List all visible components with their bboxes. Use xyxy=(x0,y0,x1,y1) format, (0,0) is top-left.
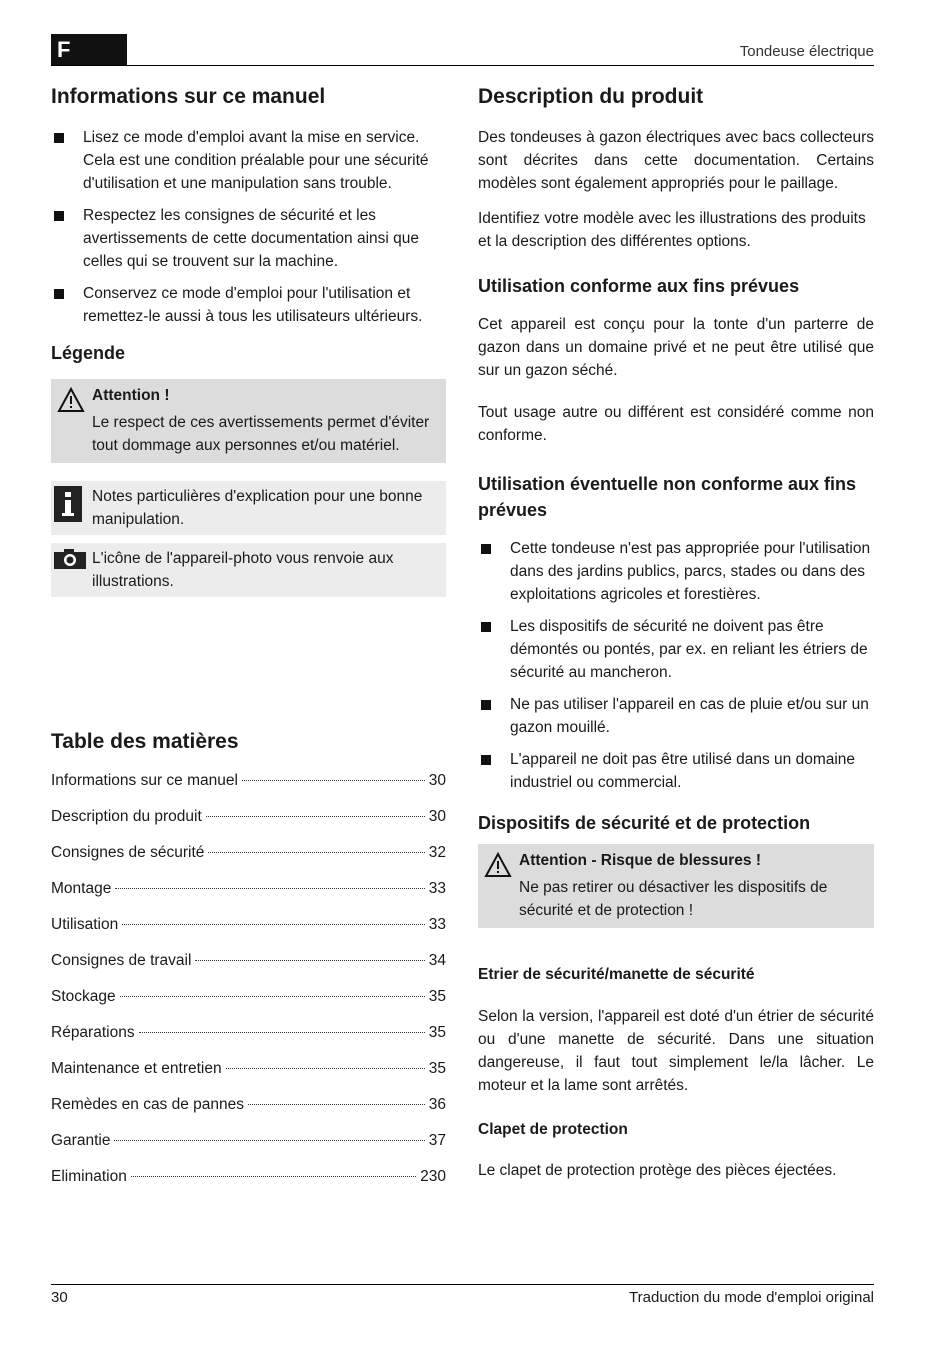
bullet-square-icon xyxy=(481,755,491,765)
list-item: Conservez ce mode d'emploi pour l'utilisation et remettez-le aussi à tous les utilisateurs ultérieurs. xyxy=(51,282,446,328)
manual-info-heading: Informations sur ce manuel xyxy=(51,85,326,108)
product-description-paragraph: Identifiez votre modèle avec les illustrations des produits et la description des différentes options. xyxy=(478,210,866,250)
bullet-square-icon xyxy=(54,289,64,299)
toc-row[interactable]: Garantie 37 xyxy=(51,1132,446,1149)
safety-warning-text: Ne pas retirer ou désactiver les dispositifs de sécurité et de protection ! xyxy=(519,879,828,919)
table-of-contents xyxy=(51,769,446,1201)
list-item: L'appareil ne doit pas être utilisé dans un domaine industriel ou commercial. xyxy=(478,748,874,794)
toc-row[interactable]: Consignes de sécurité 32 xyxy=(51,844,446,861)
misuse-list xyxy=(478,537,874,794)
document-title: Tondeuse électrique xyxy=(739,43,874,60)
product-description-heading: Description du produit xyxy=(478,85,704,108)
toc-row[interactable]: Stockage 35 xyxy=(51,988,446,1005)
bullet-square-icon xyxy=(54,133,64,143)
bullet-square-icon xyxy=(54,211,64,221)
toc-row[interactable]: Description du produit 30 xyxy=(51,808,446,825)
misuse-heading: Utilisation éventuelle non conforme aux fins prévues xyxy=(478,474,857,520)
bullet-square-icon xyxy=(481,544,491,554)
attention-title: Attention ! xyxy=(92,387,170,404)
attention-text: Le respect de ces avertissements permet d'éviter tout dommage aux personnes et/ou matériel. xyxy=(92,414,430,454)
page-number: 30 xyxy=(51,1289,68,1306)
footer-title: Traduction du mode d'emploi original xyxy=(629,1289,874,1306)
safety-warning-box xyxy=(478,844,874,928)
camera-text: L'icône de l'appareil-photo vous renvoie aux illustrations. xyxy=(92,550,394,590)
left-column xyxy=(51,82,446,1201)
toc-row[interactable]: Elimination 230 xyxy=(51,1168,446,1185)
toc-row[interactable]: Consignes de travail 34 xyxy=(51,952,446,969)
intended-use-heading: Utilisation conforme aux fins prévues xyxy=(478,276,800,296)
stirrup-heading: Etrier de sécurité/manette de sécurité xyxy=(478,966,755,983)
list-item: Cette tondeuse n'est pas appropriée pour l'utilisation dans des jardins publics, parcs, stades ou dans des exploitations agricoles et forestières. xyxy=(478,537,874,606)
list-item: Ne pas utiliser l'appareil en cas de pluie et/ou sur un gazon mouillé. xyxy=(478,693,874,739)
flap-heading: Clapet de protection xyxy=(478,1121,628,1138)
toc-row[interactable]: Utilisation 33 xyxy=(51,916,446,933)
warning-triangle-icon xyxy=(484,852,512,885)
toc-row[interactable]: Maintenance et entretien 35 xyxy=(51,1060,446,1077)
camera-box xyxy=(51,543,446,597)
toc-heading: Table des matières xyxy=(51,730,239,753)
intended-use-paragraph: Tout usage autre ou différent est considéré comme non conforme. xyxy=(478,404,874,444)
stirrup-paragraph: Selon la version, l'appareil est doté d'un étrier de sécurité ou d'une manette de sécurité. Dans une situation dangereuse, il faut tout simplement le/la lâcher. Le moteur et la lame sont arrêtés. xyxy=(478,1008,874,1094)
footer-rule xyxy=(51,1284,874,1285)
warning-triangle-icon xyxy=(57,387,85,420)
attention-box xyxy=(51,379,446,463)
right-column xyxy=(478,82,874,1182)
header-rule xyxy=(51,65,874,66)
camera-icon xyxy=(54,549,86,576)
list-item: Les dispositifs de sécurité ne doivent pas être démontés ou pontés, par ex. en reliant les étriers de sécurité au mancheron. xyxy=(478,615,874,684)
product-description-paragraph: Des tondeuses à gazon électriques avec bacs collecteurs sont décrites dans cette documentation. Certains modèles sont également appropriés pour le paillage. xyxy=(478,129,874,192)
bullet-square-icon xyxy=(481,700,491,710)
manual-info-list xyxy=(51,126,446,328)
toc-row[interactable]: Réparations 35 xyxy=(51,1024,446,1041)
toc-row[interactable]: Informations sur ce manuel 30 xyxy=(51,772,446,789)
bullet-square-icon xyxy=(481,622,491,632)
notes-box xyxy=(51,481,446,535)
toc-row[interactable]: Montage 33 xyxy=(51,880,446,897)
language-tab: F xyxy=(51,34,127,66)
list-item: Respectez les consignes de sécurité et les avertissements de cette documentation ainsi que celles qui se trouvent sur la machine. xyxy=(51,204,446,273)
safety-devices-heading: Dispositifs de sécurité et de protection xyxy=(478,813,811,833)
list-item: Lisez ce mode d'emploi avant la mise en service. Cela est une condition préalable pour une sécurité d'utilisation et une manipulation sans trouble. xyxy=(51,126,446,195)
notes-text: Notes particulières d'explication pour une bonne manipulation. xyxy=(92,488,423,528)
flap-paragraph: Le clapet de protection protège des pièces éjectées. xyxy=(478,1162,837,1179)
info-icon xyxy=(54,486,82,529)
legend-heading: Légende xyxy=(51,343,126,363)
safety-warning-title: Attention - Risque de blessures ! xyxy=(519,852,762,869)
intended-use-paragraph: Cet appareil est conçu pour la tonte d'un parterre de gazon dans un domaine privé et ne peut être utilisé que sur un gazon séché. xyxy=(478,316,874,379)
toc-row[interactable]: Remèdes en cas de pannes 36 xyxy=(51,1096,446,1113)
